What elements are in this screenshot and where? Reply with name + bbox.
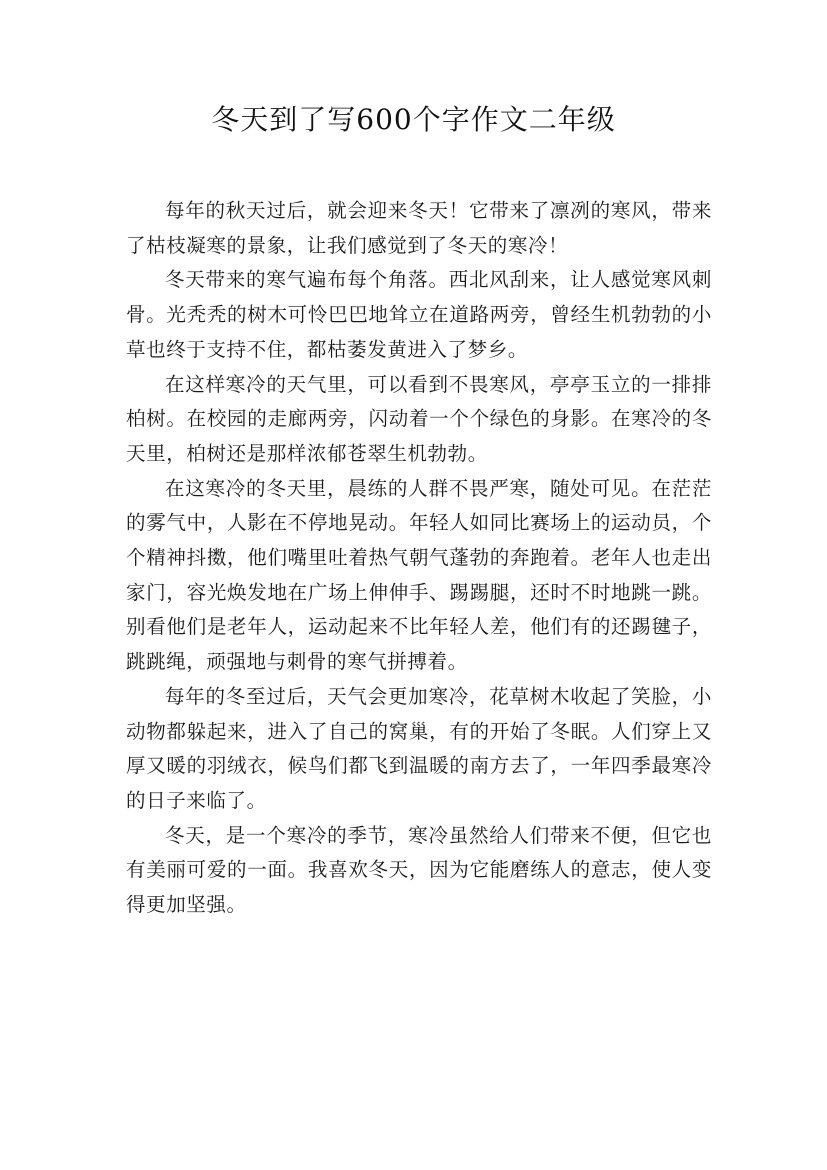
- paragraph: 冬天，是一个寒冷的季节，寒冷虽然给人们带来不便，但它也有美丽可爱的一面。我喜欢冬天，因为它能磨练人的意志，使人变得更加坚强。: [126, 823, 712, 917]
- document-title: 冬天到了写600个字作文二年级: [211, 103, 616, 136]
- paragraph: 在这寒冷的冬天里，晨练的人群不畏严寒，随处可见。在茫茫的雾气中，人影在不停地晃动。年轻人如同比赛场上的运动员，个个精神抖擞，他们嘴里吐着热气朝气蓬勃的奔跑着。老年人也走出家门，容光焕发地在广场上伸伸手、踢踢腿，还时不时地跳一跳。别看他们是老年人，运动起来不比年轻人差，他们有的还踢毽子，跳跳绳，顽强地与刺骨的寒气拼搏着。: [126, 476, 712, 674]
- document-body: [126, 194, 712, 923]
- paragraph: 在这样寒冷的天气里，可以看到不畏寒风，亭亭玉立的一排排柏树。在校园的走廊两旁，闪动着一个个绿色的身影。在寒冷的冬天里，柏树还是那样浓郁苍翠生机勃勃。: [126, 372, 712, 465]
- paragraph: 每年的秋天过后，就会迎来冬天！它带来了凛冽的寒风，带来了枯枝凝寒的景象，让我们感觉到了冬天的寒冷！: [126, 199, 712, 257]
- paragraph: 每年的冬至过后，天气会更加寒冷，花草树木收起了笑脸，小动物都躲起来，进入了自己的窝巢，有的开始了冬眠。人们穿上又厚又暖的羽绒衣，候鸟们都飞到温暖的南方去了，一年四季最寒冷的日子来临了。: [126, 684, 712, 812]
- paragraph: 冬天带来的寒气遍布每个角落。西北风刮来，让人感觉寒风刺骨。光秃秃的树木可怜巴巴地耸立在道路两旁，曾经生机勃勃的小草也终于支持不住，都枯萎发黄进入了梦乡。: [126, 268, 712, 361]
